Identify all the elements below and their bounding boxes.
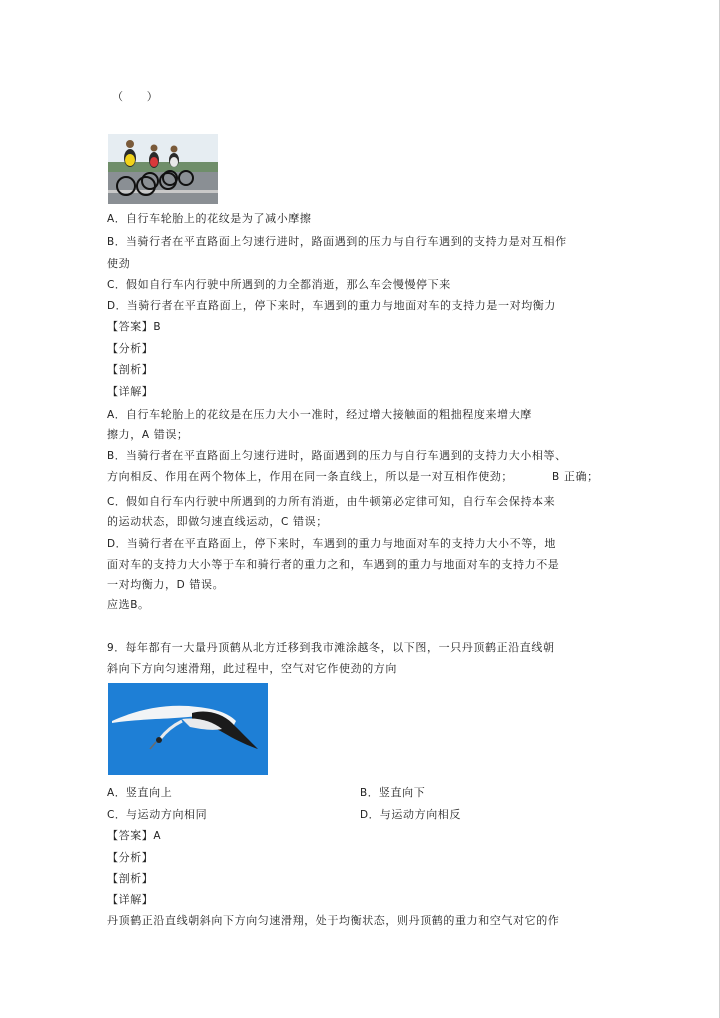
q9-answer: 【答案】A (107, 829, 162, 842)
q8-option-b: B．当骑行者在平直路面上匀速行进时，路面遇到的压力与自行车遇到的支持力是对互相作 (107, 235, 567, 248)
q8-detail-a2: 擦力，A 错误； (107, 428, 189, 441)
q8-detail-b2: 方向相反、作用在两个物体上，作用在同一条直线上，所以是一对互相作使劲； (107, 470, 513, 483)
q8-option-b-cont: 使劲 (107, 257, 131, 270)
q8-answer: 【答案】B (107, 320, 162, 333)
q9-option-a: A．竖直向上 (107, 786, 173, 799)
q8-detail-b1: B．当骑行者在平直路面上匀速行进时，路面遇到的压力与自行车遇到的支持力大小相等、 (107, 449, 567, 462)
q9-dissect-tag: 【剖析】 (107, 872, 154, 885)
q9-option-b: B．竖直向下 (360, 786, 426, 799)
q8-detail-tag: 【详解】 (107, 385, 154, 398)
q9-analysis-tag: 【分析】 (107, 851, 154, 864)
q8-stem-tail: （ ） (112, 90, 159, 103)
q8-detail-c1: C．假如自行车内行驶中所遇到的力所有消逝，由牛顿第必定律可知，自行车会保持本来 (107, 495, 556, 508)
q8-detail-c2: 的运动状态，即做匀速直线运动，C 错误； (107, 515, 328, 528)
q8-option-c: C．假如自行车内行驶中所遇到的力全都消逝，那么车会慢慢停下来 (107, 278, 451, 291)
cyclists-photo (108, 134, 218, 204)
q8-detail-d2: 面对车的支持力大小等于车和骑行者的重力之和，车遇到的重力与地面对车的支持力不是 (107, 558, 560, 571)
q9-stem-line2: 斜向下方向匀速滑翔，此过程中，空气对它作使劲的方向 (107, 662, 397, 675)
q9-stem-line1: 9．每年都有一大量丹顶鹤从北方迁移到我市滩涂越冬，以下图，一只丹顶鹤正沿直线朝 (107, 641, 555, 654)
q8-detail-b2-verdict: B 正确； (552, 470, 599, 483)
crane-photo (108, 683, 268, 775)
q8-detail-d3: 一对均衡力，D 错误。 (107, 578, 225, 591)
q9-option-d: D．与运动方向相反 (360, 808, 461, 821)
q8-analysis-tag: 【分析】 (107, 342, 154, 355)
q8-detail-d1: D．当骑行者在平直路面上，停下来时，车遇到的重力与地面对车的支持力大小不等，地 (107, 537, 556, 550)
q9-option-c: C．与运动方向相同 (107, 808, 208, 821)
q8-detail-a1: A．自行车轮胎上的花纹是在压力大小一准时，经过增大接触面的粗拙程度来增大摩 (107, 408, 532, 421)
q8-dissect-tag: 【剖析】 (107, 363, 154, 376)
q8-option-d: D．当骑行者在平直路面上，停下来时，车遇到的重力与地面对车的支持力是一对均衡力 (107, 299, 556, 312)
q9-detail-line1: 丹顶鹤正沿直线朝斜向下方向匀速滑翔，处于均衡状态，则丹顶鹤的重力和空气对它的作 (107, 914, 560, 927)
q8-conclusion: 应选B。 (107, 598, 150, 611)
q8-option-a: A．自行车轮胎上的花纹是为了减小摩擦 (107, 212, 312, 225)
q9-detail-tag: 【详解】 (107, 893, 154, 906)
